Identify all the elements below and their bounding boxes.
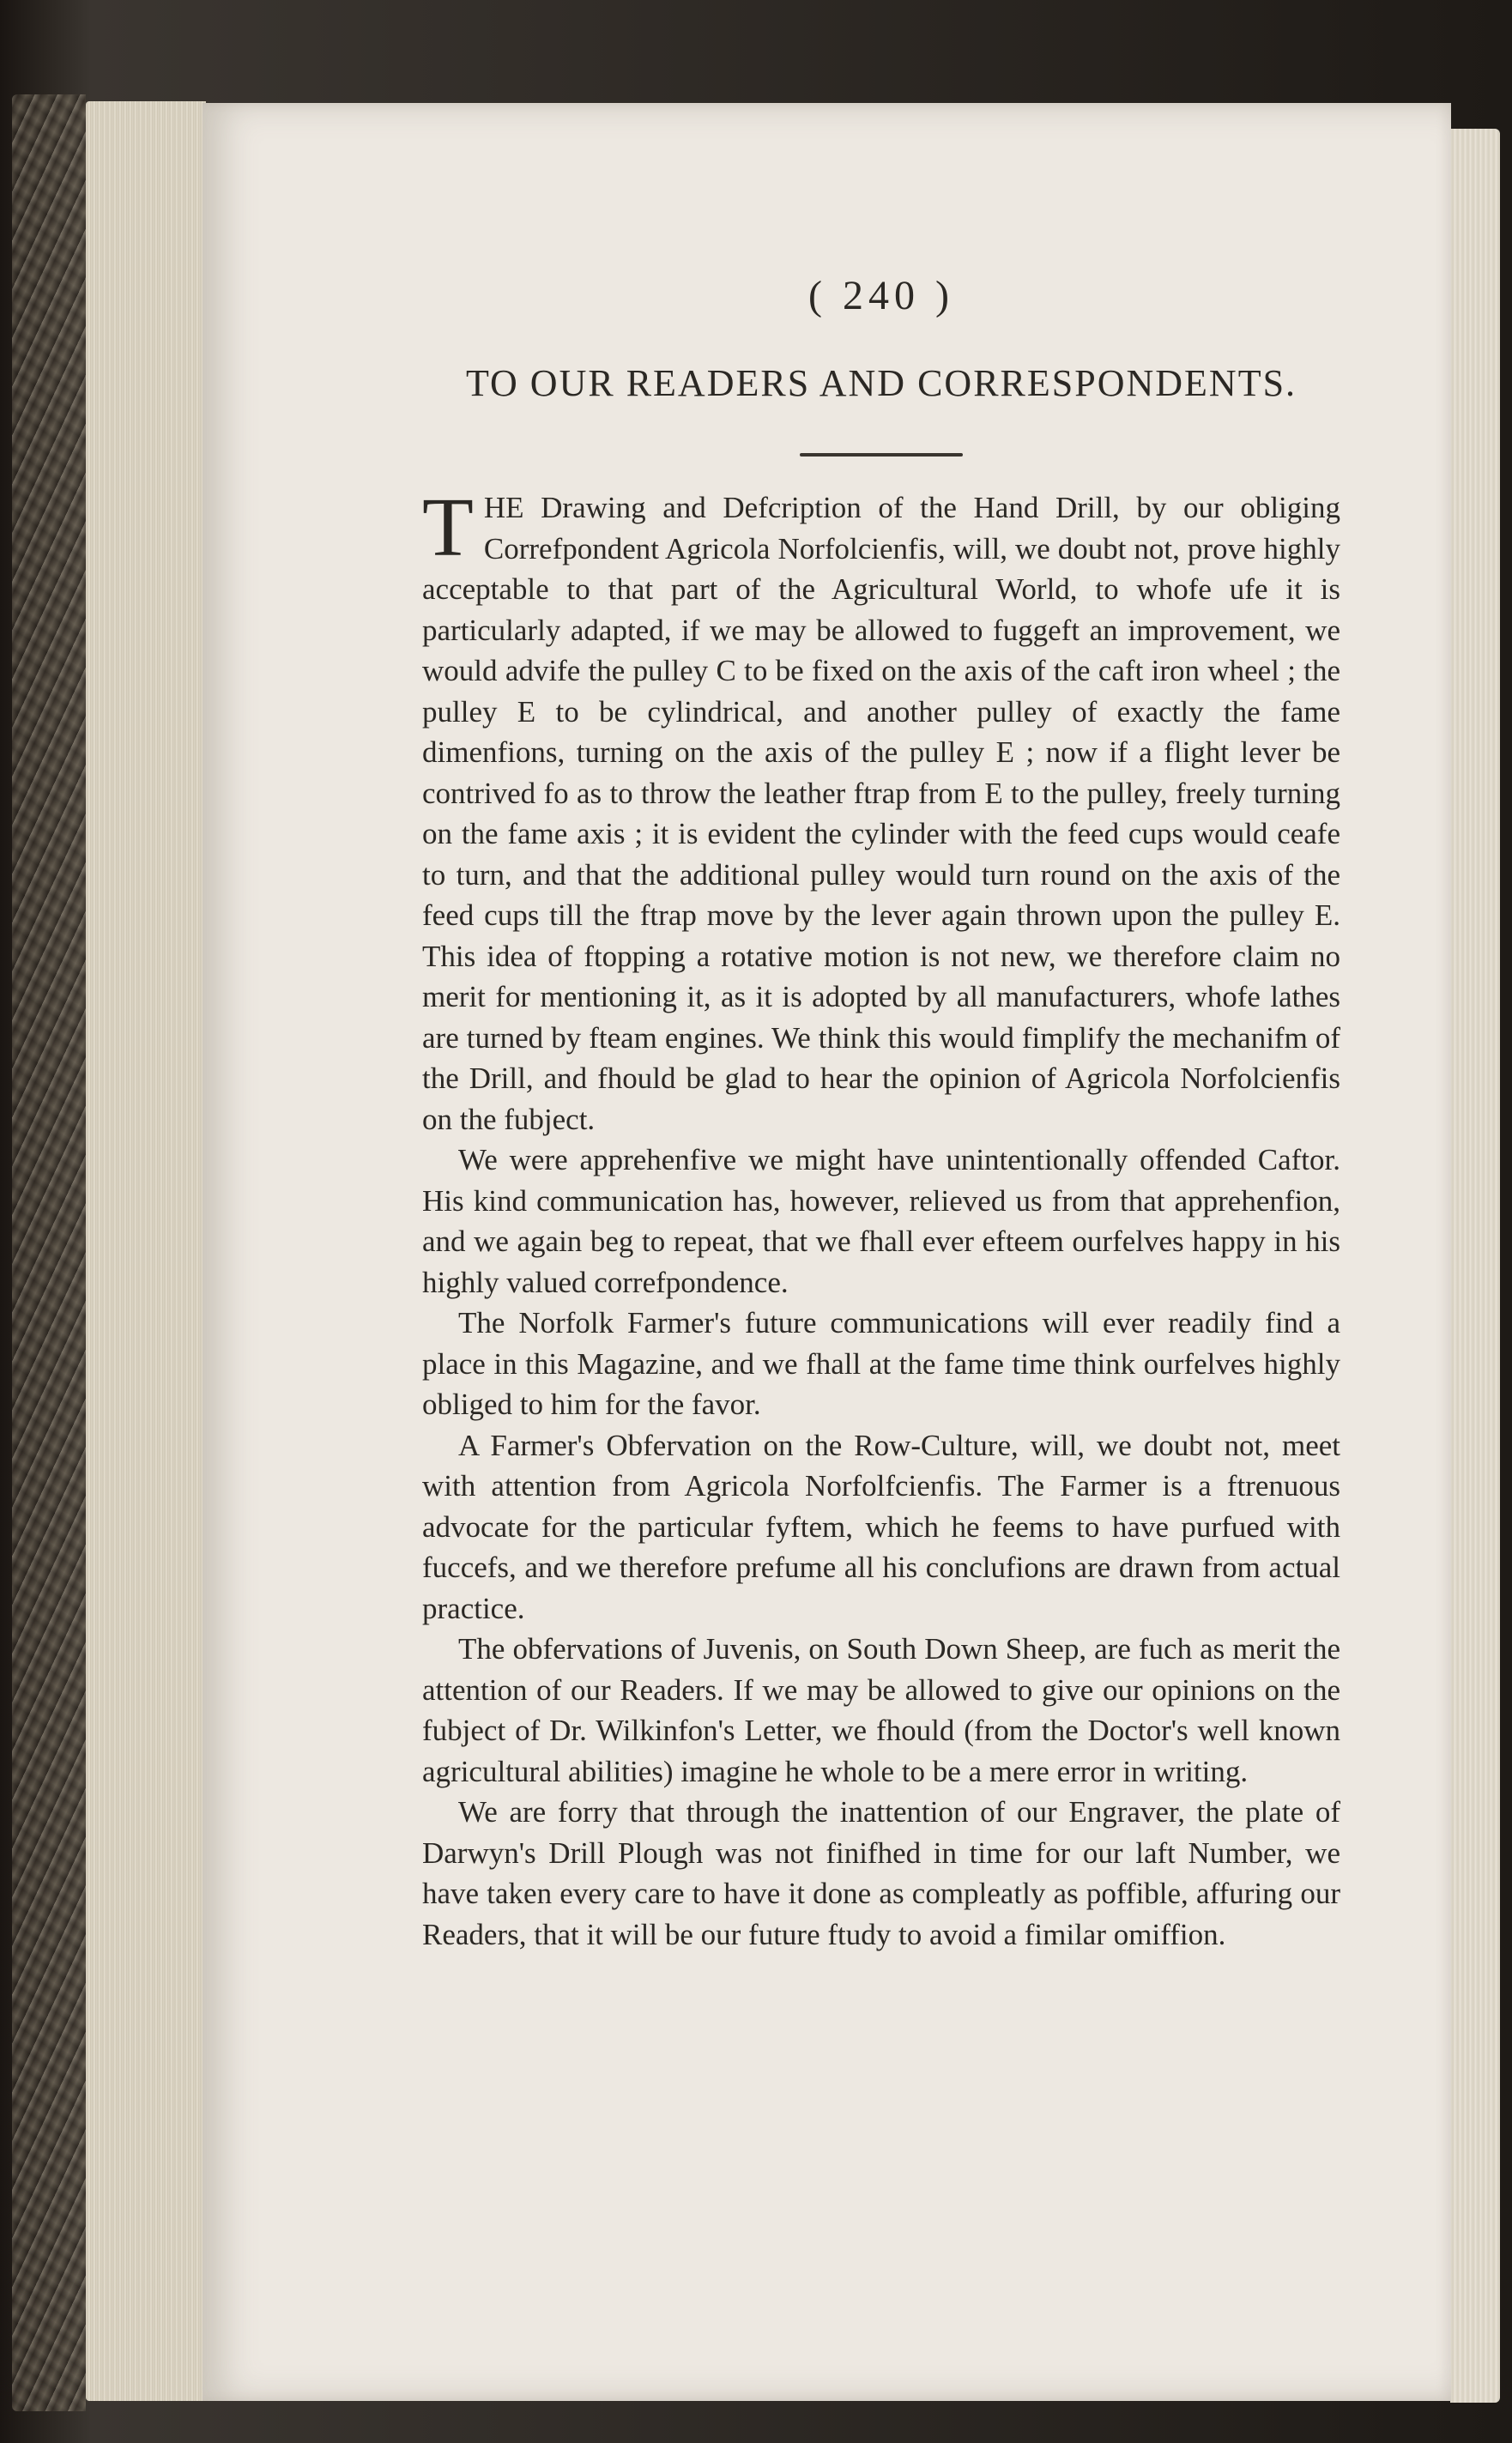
- drop-cap: T: [422, 481, 474, 574]
- book-page: [203, 103, 1451, 2401]
- paragraph-castor: We were apprehenfive we might have unintentionally offended Caftor. His kind communication has, however, relieved us from that apprehenfion, and we again beg to repeat, that we fhall ever efteem ourfelves happy in his highly valued correfpondence.: [422, 1143, 1340, 1299]
- page-number: ( 240 ): [808, 273, 954, 318]
- left-page-edges: [86, 101, 206, 2401]
- paragraph-hand-drill: [422, 481, 1340, 1140]
- paragraph-row-culture: A Farmer's Obfervation on the Row-Culture, will, we doubt not, meet with attention from Agricola Norfolfcienfis. The Farmer is a ftrenuous advocate for the particular fyftem, which he feems to have purfued with fuccefs, and we therefore prefume all his conclufions are drawn from actual practice.: [422, 1428, 1340, 1625]
- right-page-edges: [1450, 129, 1500, 2403]
- paragraph-drill-plough: We are forry that through the inattention of our Engraver, the plate of Darwyn's Drill Plough was not finifhed in time for our laft Number, we have taken every care to have it done as compleatly as poffible, affuring our Readers, that it will be our future ftudy to avoid a fimilar omiffion.: [422, 1795, 1340, 1951]
- paragraph-norfolk-farmer: The Norfolk Farmer's future communications will ever readily find a place in this Magazine, and we fhall at the fame time think ourfelves highly obliged to him for the favor.: [422, 1306, 1340, 1421]
- paragraph-text: HE Drawing and Defcription of the Hand Drill, by our obliging Correfpondent Agricola Norfolcienfis, will, we doubt not, prove highly acceptable to that part of the Agricultural World, to whofe ufe it is particularly adapted, if we may be allowed to fuggeft an improvement, we would advife the pulley C to be fixed on the axis of the caft iron wheel ; the pulley E to be cylindrical, and another pulley of exactly the fame dimenfions, turning on the axis of the pulley E ; now if a flight lever be contrived fo as to throw the leather ftrap from E to the pulley, freely turning on the fame axis ; it is evident the cylinder with the feed cups would ceafe to turn, and that the additional pulley would turn round on the axis of the feed cups till the ftrap move by the lever again thrown upon the pulley E. This idea of ftopping a rotative motion is not new, we therefore claim no merit for mentioning it, as it is adopted by all manufacturers, whofe lathes are turned by fteam engines. We think this would fimplify the mechanifm of the Drill, and fhould be glad to hear the opinion of Agricola Norfolcienfis on the fubject.: [422, 491, 1340, 1136]
- ornamental-rule: [800, 453, 963, 457]
- body-text: [422, 481, 1340, 1955]
- page-heading: TO OUR READERS AND CORRESPONDENTS.: [465, 362, 1297, 404]
- marbled-endpaper: [12, 94, 86, 2411]
- page-content: [422, 270, 1340, 1955]
- paragraph-juvenis: The obfervations of Juvenis, on South Down Sheep, are fuch as merit the attention of our Readers. If we may be allowed to give our opinions on the fubject of Dr. Wilkinfon's Letter, we fhould (from the Doctor's well known agricultural abilities) imagine he whole to be a mere error in writing.: [422, 1632, 1340, 1788]
